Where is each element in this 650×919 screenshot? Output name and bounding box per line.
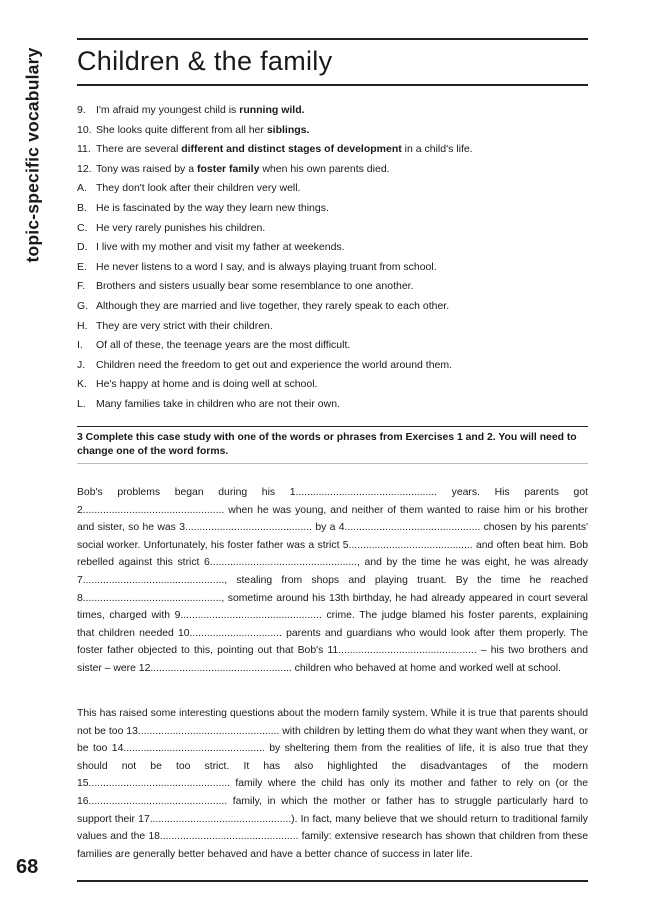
item-text: He never listens to a word I say, and is always playing truant from school. <box>96 260 437 273</box>
list-item <box>77 140 588 160</box>
item-number: 12. <box>77 162 92 175</box>
item-number: E. <box>77 260 87 273</box>
list-item <box>77 297 588 317</box>
item-text: He's happy at home and is doing well at school. <box>96 378 318 391</box>
item-number: B. <box>77 201 87 214</box>
list-item <box>77 238 588 258</box>
list-item <box>77 395 588 415</box>
item-number: 10. <box>77 123 92 136</box>
item-number: A. <box>77 182 87 195</box>
item-text: I'm afraid my youngest child is <box>96 104 240 116</box>
item-number: I. <box>77 339 83 352</box>
item-text: Children need the freedom to get out and experience the world around them. <box>96 358 453 371</box>
item-text: Although they are married and live together, they rarely speak to each other. <box>96 299 450 312</box>
list-item <box>77 258 588 278</box>
vocabulary-list <box>77 101 588 415</box>
item-number: J. <box>77 358 86 371</box>
item-highlight: running wild. <box>239 104 305 116</box>
item-text: He is fascinated by the way they learn new things. <box>96 201 329 214</box>
list-item <box>77 317 588 337</box>
case-study-paragraph-2: This has raised some interesting questions about the modern family system. While it is true that parents should not be too 13................................................. with children by letting them do what they want when they want, or be too 14................................................. by sheltering them from the realities of life, it is also true that they should not be too strict. It has also highlighted the disadvantages of the modern 15................................................. family where the child has only its mother and father to rely on (or the 16................................................ family, in which the mother or father has to struggle particularly hard to support their 17.................................................). In fact, many believe that we should return to traditional family values and the 18................................................ family: extensive research has shown that children from these families are generally better behaved and have a better chance of success in later life. <box>77 708 588 860</box>
page-title: Children & the family <box>77 46 333 76</box>
item-highlight: foster family <box>196 162 260 175</box>
item-text: Of all of these, the teenage years are the most difficult. <box>96 339 351 352</box>
item-number: H. <box>77 319 88 332</box>
item-text: I live with my mother and visit my father at weekends. <box>96 241 345 254</box>
case-study-paragraph-1: Bob's problems began during his 1................................................. years. His parents got 2................................................. when he was young, and neither of them wanted to raise him or his brother and sister, so he was 3............................................ by a 4............................................... chosen by his parents' social worker. Unfortunately, his foster father was a strict 5........................................... and often beat him. Bob rebelled against this strict 6..................................................., and by the time he was eight, he was already 7................................................., stealing from shops and playing truant. By the time he reached 8................................................, sometime around his 13th birthday, he had already appeared in court several times, charged with 9................................................. crime. The judge blamed his foster parents, explaining that children needed 10................................ parents and guardians who would look after them properly. The foster father objected to this, pointing out that Bob's 11................................................ – his two brothers and sister – were 12................................................. children who behaved at home and worked well at school. <box>77 487 588 674</box>
item-text: She looks quite different from all her <box>96 123 267 136</box>
item-number: 9. <box>77 104 86 116</box>
section-sidebar <box>18 40 48 270</box>
top-divider <box>77 38 588 40</box>
item-number: K. <box>77 378 87 391</box>
item-text: They don't look after their children very well. <box>96 182 301 195</box>
item-text: Many families take in children who are not their own. <box>96 397 340 410</box>
exercise-3-instructions <box>77 426 588 464</box>
list-item <box>77 199 588 219</box>
item-text: when his own parents died. <box>259 162 390 175</box>
item-number: L. <box>77 397 86 410</box>
item-number: F. <box>77 280 86 293</box>
item-text: Brothers and sisters usually bear some resemblance to one another. <box>96 280 414 293</box>
list-item <box>77 336 588 356</box>
list-item <box>77 101 588 121</box>
item-number: C. <box>77 221 88 234</box>
list-item <box>77 121 588 141</box>
item-text: He very rarely punishes his children. <box>96 221 266 234</box>
item-text: They are very strict with their children. <box>96 319 273 332</box>
item-number: 11. <box>77 143 91 156</box>
item-text: There are several <box>96 143 182 156</box>
list-item <box>77 219 588 239</box>
item-highlight: siblings. <box>266 123 310 136</box>
list-item <box>77 375 588 395</box>
item-number: D. <box>77 241 88 254</box>
bottom-divider <box>77 880 588 882</box>
item-highlight: different and distinct stages of development <box>181 143 402 156</box>
item-text: in a child's life. <box>401 143 473 156</box>
sidebar-title: topic-specific vocabulary <box>22 47 43 263</box>
item-text: Tony was raised by a <box>96 162 197 175</box>
page-number: 68 <box>16 856 39 878</box>
exercise-instruction: 3 Complete this case study with one of the words or phrases from Exercises 1 and 2. You will need to change one of the word forms. <box>77 432 577 457</box>
list-item <box>77 277 588 297</box>
item-number: G. <box>77 299 89 312</box>
list-item <box>77 179 588 199</box>
title-divider <box>77 84 588 86</box>
list-item <box>77 356 588 376</box>
list-item <box>77 160 588 180</box>
